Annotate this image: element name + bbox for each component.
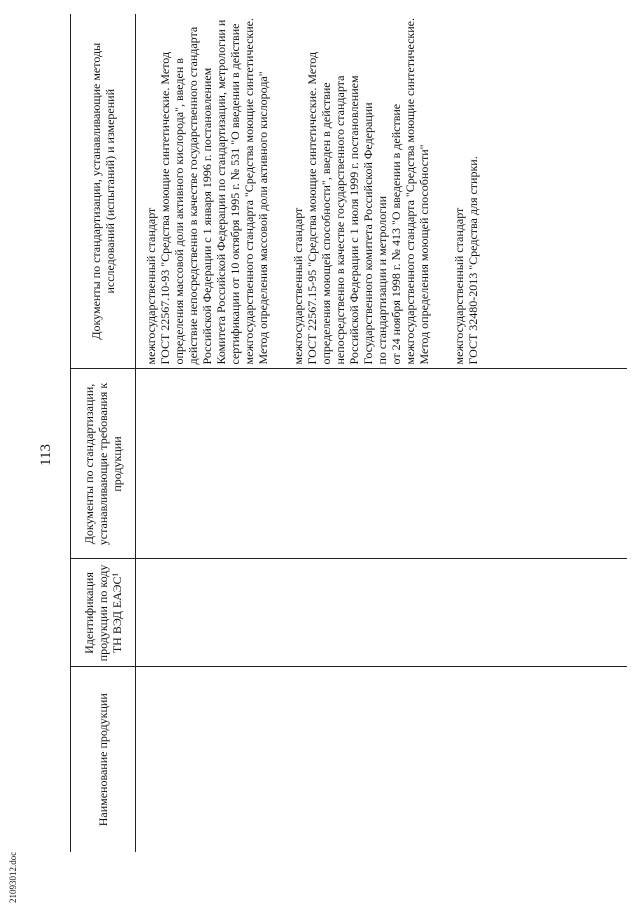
page-number: 113: [38, 444, 54, 466]
standard-entry-gost-22567-10: межгосударственный стандарт ГОСТ 22567.10-93 "Средства моющие синтетические. Метод определения массовой доли активного кислорода", введен в действие непосредственно в качестве государственного стандарта Российской Федерации с 1 января 1996 г. постановлением Комитета Российской Федерации по стандартизации, метрологии и сертификации от 10 октября 1995 г. № 531 "О введении в действие межгосударственного стандарта "Средства моющие синтетические. Метод определения массовой доли активного кислорода": [144, 18, 270, 365]
standards-table: [70, 14, 627, 852]
cell-tn-ved-code: [136, 559, 628, 667]
cell-product-name: [136, 667, 628, 852]
cell-test-methods: [136, 14, 628, 369]
header-product-requirements: Документы по стандартизации, устанавливающие требования к продукции: [71, 369, 136, 559]
header-tn-ved-code: Идентификация продукции по коду ТН ВЭД ЕАЭС¹: [71, 559, 136, 667]
table-header-row: [71, 14, 136, 852]
standard-entry-gost-32480: межгосударственный стандарт ГОСТ 32480-2013 "Средства для стирки.: [452, 156, 480, 365]
standard-entry-gost-22567-15: межгосударственный стандарт ГОСТ 22567.15-95 "Средства моющие синтетические. Метод определения моющей способности", введен в действие непосредственно в качестве государственного стандарта Российской Федерации с 1 июля 1999 г. постановлением Государственного комитета Российской Федерации по стандартизации и метрологии от 24 ноября 1998 г. № 413 "О введении в действие межгосударственного стандарта "Средства моющие синтетические. Метод определения моющей способности": [291, 18, 431, 365]
cell-product-requirements: [136, 369, 628, 559]
table-row: [136, 14, 628, 852]
header-test-methods: Документы по стандартизации, устанавливающие методы исследований (испытаний) и измерений: [71, 14, 136, 369]
header-product-name: Наименование продукции: [71, 667, 136, 852]
file-name: 21093012.doc: [8, 851, 18, 903]
